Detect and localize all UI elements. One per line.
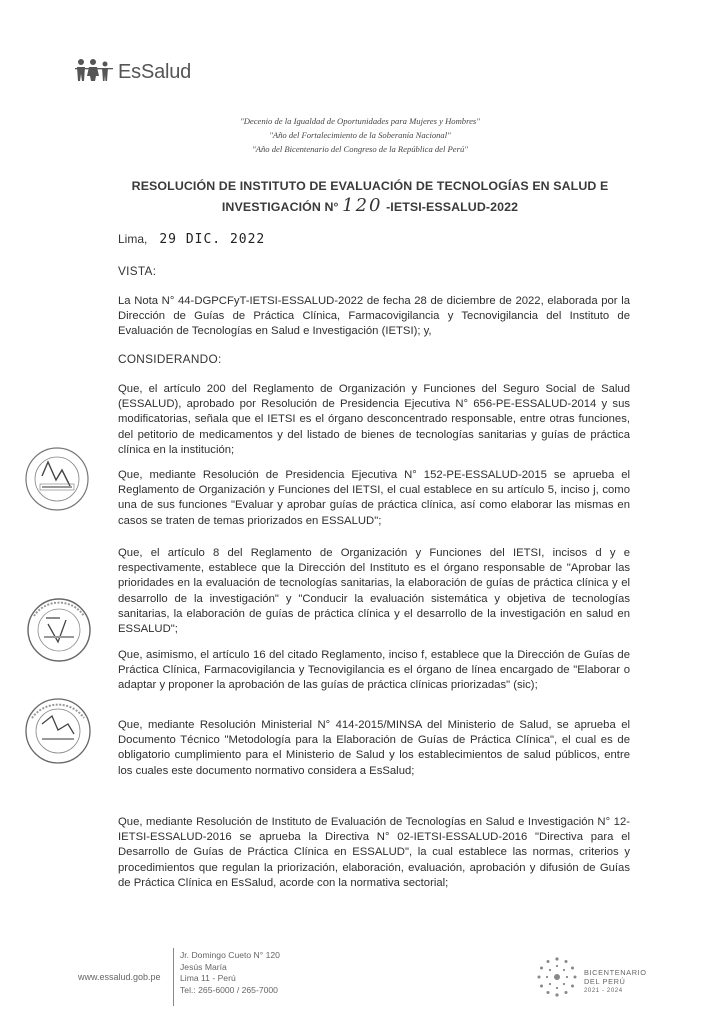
bicentenario-text <box>584 968 647 996</box>
family-logo-icon <box>74 58 116 82</box>
decree-line: "Año del Fortalecimiento de la Soberanía Nacional" <box>269 130 451 140</box>
decree-headers <box>200 114 520 156</box>
bicentenario-line: BICENTENARIO <box>584 968 647 977</box>
paragraph: Que, mediante Resolución Ministerial N° 414-2015/MINSA del Ministerio de Salud, se aprueba el Documento Técnico "Metodología para la Elaboración de Guías de Práctica Clínica", el cual es de obligatorio cumplimiento para el Ministerio de Salud y los establecimientos de salud públicos, entre los cuales este documento normativo considera a EsSalud; <box>118 719 630 777</box>
bicentenario-logo-icon <box>534 955 580 1001</box>
address-line: Jesús María <box>180 961 227 972</box>
date-stamp: 29 DIC. 2022 <box>159 232 266 247</box>
bicentenario-line: DEL PERÚ <box>584 977 626 987</box>
address-line: Tel.: 265-6000 / 265-7000 <box>180 984 278 995</box>
stamp-seal-icon <box>26 596 92 664</box>
date-city: Lima, <box>118 232 148 246</box>
handwritten-number: 120 <box>342 195 383 216</box>
stamp-seal-icon <box>24 446 90 512</box>
address-line: Jr. Domingo Cueto N° 120 <box>180 950 280 960</box>
resolution-title <box>100 176 640 217</box>
footer-divider <box>173 948 174 1006</box>
decree-line: "Decenio de la Igualdad de Oportunidades para Mujeres y Hombres" <box>240 116 480 126</box>
paragraph: Que, mediante Resolución de Presidencia Ejecutiva N° 152-PE-ESSALUD-2015 se aprueba el Reglamento de Organización y Funciones del IETSI, el cual establece en su artículo 5, inciso j, como una de sus funciones "Evaluar y aprobar guías de práctica clínica, así como elaborar las mismas en casos se traten de temas priorizados en ESSALUD"; <box>118 469 630 527</box>
address-line: Lima 11 - Perú <box>180 973 236 984</box>
logo-text: EsSalud <box>118 61 192 83</box>
paragraph: Que, el artículo 200 del Reglamento de Organización y Funciones del Seguro Social de Salud (ESSALUD), aprobado por Resolución de Presidencia Ejecutiva N° 656-PE-ESSALUD-2014 y sus modificatorias, señala que el IETSI es el órgano desconcentrado responsable, entre otras funciones, del petitorio de medicamentos y del listado de bienes de tecnologías sanitarias y guías de práctica clínica en la institución; <box>118 383 630 456</box>
title-suffix: -IETSI-ESSALUD-2022 <box>386 200 519 214</box>
paragraph: Que, mediante Resolución de Instituto de Evaluación de Tecnologías en Salud e Investigación N° 12-IETSI-ESSALUD-2016 se aprueba la Directiva N° 02-IETSI-ESSALUD-2016 "Directiva para el Desarrollo de Guías de Práctica Clínica en ESSALUD", la cual establece las normas, criterios y procedimientos que regulan la priorización, elaboración, evaluación, aprobación y difusión de Guías de Práctica Clínica en EsSalud, acorde con la normativa sectorial; <box>118 816 630 889</box>
paragraph: Que, asimismo, el artículo 16 del citado Reglamento, inciso f, establece que la Dirección de Guías de Práctica Clínica, Farmacovigilancia y Tecnovigilancia es el órgano de línea encargado de "Elaborar o adaptar y proponer la aprobación de las guías de práctica clínicas priorizadas" (sic); <box>118 649 630 692</box>
title-prefix: INVESTIGACIÓN N° <box>221 200 339 214</box>
footer-address <box>180 950 280 996</box>
title-line-1: RESOLUCIÓN DE INSTITUTO DE EVALUACIÓN DE TECNOLOGÍAS EN SALUD E <box>131 179 609 193</box>
footer-url: www.essalud.gob.pe <box>78 972 161 982</box>
stamp-seal-icon <box>24 696 92 766</box>
essalud-logo <box>74 58 191 82</box>
title-line-2 <box>100 196 640 217</box>
bicentenario-years: 2021 - 2024 <box>584 987 623 994</box>
vista-heading: VISTA: <box>118 264 157 278</box>
date-line <box>118 232 265 247</box>
vista-paragraph: La Nota N° 44-DGPCFyT-IETSI-ESSALUD-2022 de fecha 28 de diciembre de 2022, elaborada por la Dirección de Guías de Práctica Clínica, Farmacovigilancia y Tecnovigilancia del Instituto de Evaluación de Tecnologías en Salud e Investigación (IETSI); y, <box>118 295 630 338</box>
considerando-heading: CONSIDERANDO: <box>118 352 222 366</box>
paragraph: Que, el artículo 8 del Reglamento de Organización y Funciones del IETSI, incisos d y e respectivamente, establece que la Dirección del Instituto es el órgano responsable de "Aprobar las prioridades en la evaluación de tecnologías sanitarias, la elaboración de guías de práctica clínica y el desarrollo de la investigación" y "Conducir la evaluación sistemática y objetiva de tecnologías sanitarias, la elaboración de guías de práctica clínica y el desarrollo de la investigación en salud en ESSALUD"; <box>118 547 630 636</box>
decree-line: "Año del Bicentenario del Congreso de la República del Perú" <box>252 144 468 154</box>
